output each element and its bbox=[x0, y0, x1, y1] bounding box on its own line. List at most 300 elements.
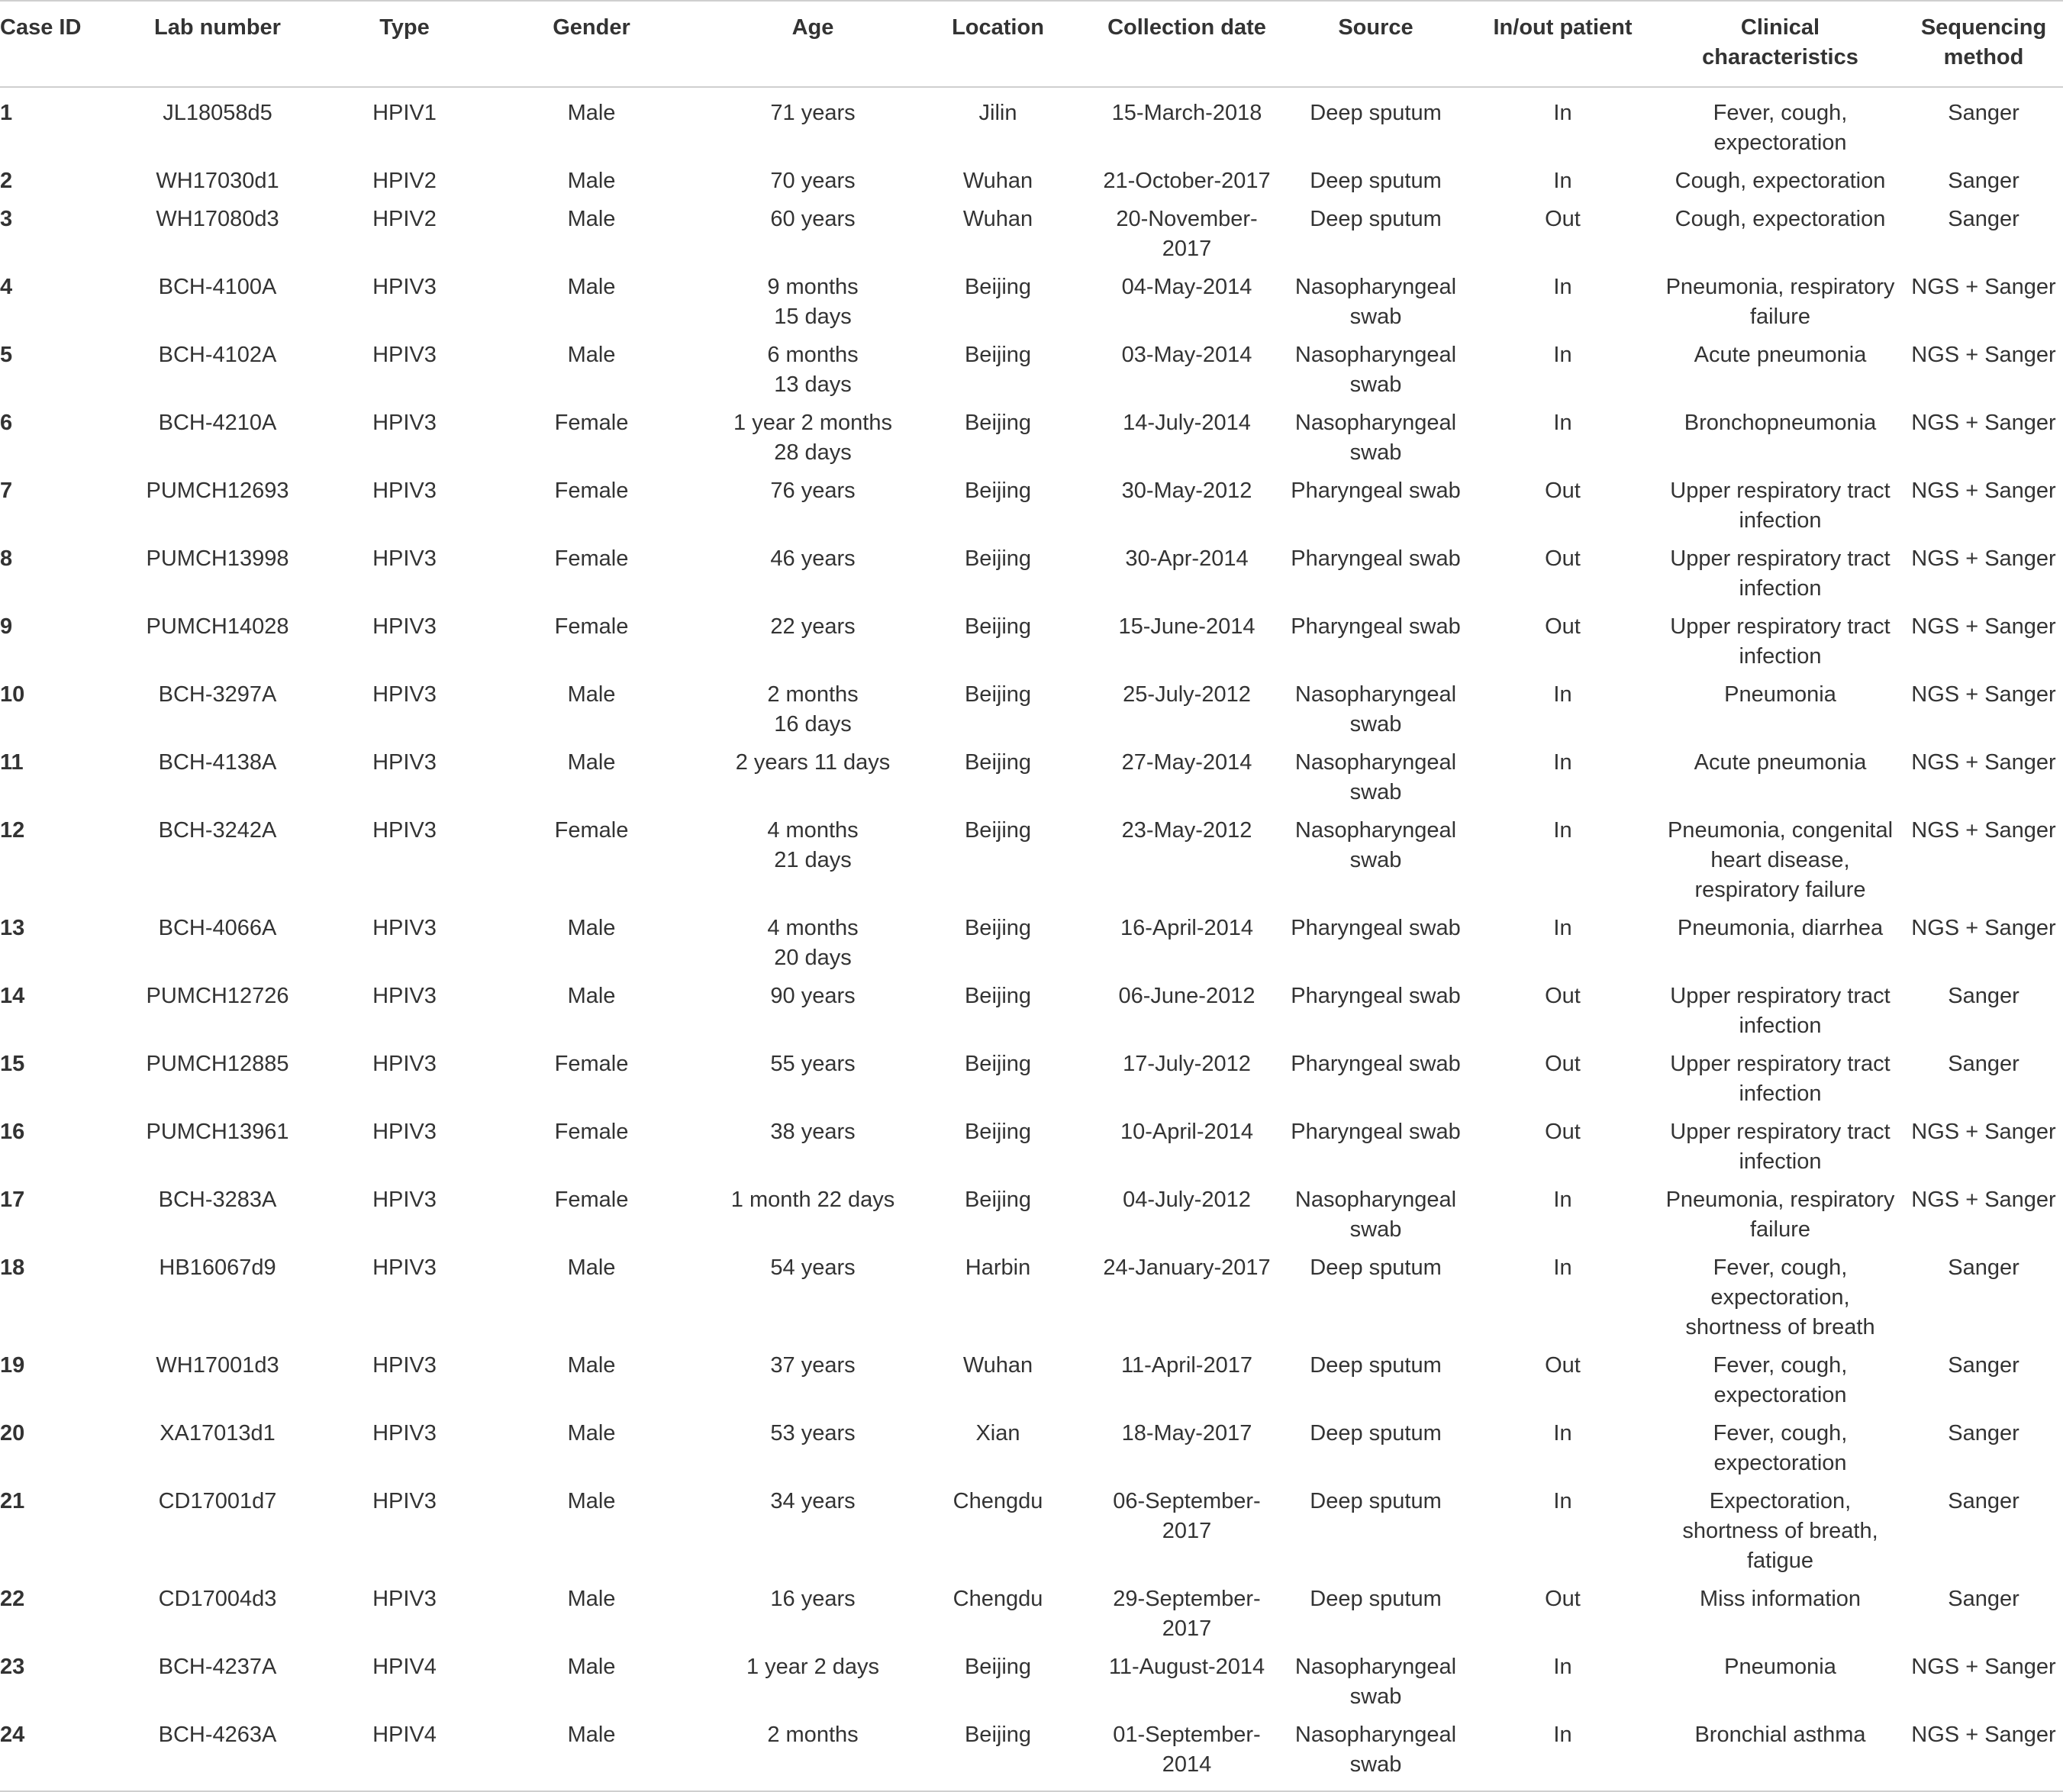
cell-in-out-patient: Out bbox=[1545, 207, 1581, 231]
cell-collection-date: 29-September- 2017 bbox=[1113, 1587, 1261, 1641]
cell-age: 60 years bbox=[770, 207, 856, 231]
cell-source: Pharyngeal swab bbox=[1291, 479, 1461, 503]
cell-age: 34 years bbox=[770, 1489, 856, 1513]
table-row bbox=[0, 544, 2063, 612]
cell-location: Jilin bbox=[978, 101, 1017, 125]
cell-location: Wuhan bbox=[962, 1353, 1033, 1378]
cell-location: Wuhan bbox=[962, 207, 1033, 231]
cell-in-out-patient: In bbox=[1553, 818, 1572, 843]
cell-location: Beijing bbox=[964, 275, 1032, 299]
table-row bbox=[0, 680, 2063, 748]
cell-source: Pharyngeal swab bbox=[1291, 984, 1461, 1008]
cell-age: 2 months 16 days bbox=[767, 682, 859, 736]
cell-location: Beijing bbox=[964, 546, 1032, 571]
cell-gender: Male bbox=[567, 101, 616, 125]
cell-clinical-characteristics: Miss information bbox=[1699, 1587, 1862, 1611]
cell-lab-number: PUMCH12885 bbox=[146, 1052, 289, 1076]
cell-source: Deep sputum bbox=[1310, 1421, 1442, 1446]
cell-clinical-characteristics: Upper respiratory tract infection bbox=[1670, 1052, 1891, 1106]
cell-case-id: 18 bbox=[0, 1255, 25, 1280]
cell-sequencing-method: NGS + Sanger bbox=[1911, 750, 2056, 775]
cell-gender: Male bbox=[567, 275, 616, 299]
cell-type: HPIV3 bbox=[372, 1587, 437, 1611]
cell-source: Deep sputum bbox=[1310, 1587, 1442, 1611]
cell-age: 54 years bbox=[770, 1255, 856, 1280]
cell-clinical-characteristics: Bronchial asthma bbox=[1656, 1720, 1904, 1791]
cell-case-id: 1 bbox=[0, 101, 13, 125]
cell-gender: Male bbox=[567, 984, 616, 1008]
cell-type: HPIV3 bbox=[372, 1120, 437, 1144]
table-row bbox=[0, 981, 2063, 1049]
cell-case-id: 15 bbox=[0, 1052, 25, 1076]
table-row bbox=[0, 87, 2063, 166]
cell-sequencing-method: Sanger bbox=[1948, 1489, 2019, 1513]
cell-sequencing-method: NGS + Sanger bbox=[1911, 1188, 2056, 1212]
table-row bbox=[0, 1487, 2063, 1584]
cell-case-id: 6 bbox=[0, 411, 13, 435]
cell-source: Nasopharyngeal swab bbox=[1294, 682, 1457, 736]
cell-clinical-characteristics: Fever, cough, expectoration bbox=[1713, 101, 1848, 155]
cell-sequencing-method: Sanger bbox=[1948, 101, 2019, 125]
cell-in-out-patient: In bbox=[1553, 169, 1572, 193]
cell-type: HPIV1 bbox=[372, 101, 437, 125]
cell-gender: Female bbox=[554, 1052, 629, 1076]
cell-in-out-patient: Out bbox=[1545, 1052, 1581, 1076]
cell-age: 55 years bbox=[770, 1052, 856, 1076]
cell-gender: Male bbox=[567, 1489, 616, 1513]
cell-lab-number: BCH-4138A bbox=[158, 750, 277, 775]
cell-source: Pharyngeal swab bbox=[1291, 546, 1461, 571]
cell-type: HPIV2 bbox=[372, 207, 437, 231]
cell-sequencing-method: Sanger bbox=[1948, 1587, 2019, 1611]
cell-type: HPIV3 bbox=[372, 1489, 437, 1513]
cell-source: Pharyngeal swab bbox=[1291, 614, 1461, 639]
table-row bbox=[0, 1584, 2063, 1652]
cell-case-id: 7 bbox=[0, 479, 13, 503]
cell-in-out-patient: In bbox=[1553, 275, 1572, 299]
cell-lab-number: BCH-4066A bbox=[158, 916, 277, 940]
table-row bbox=[0, 1253, 2063, 1351]
cell-gender: Male bbox=[567, 343, 616, 367]
cell-location: Beijing bbox=[964, 750, 1032, 775]
cell-in-out-patient: Out bbox=[1545, 614, 1581, 639]
cell-lab-number: WH17080d3 bbox=[156, 207, 279, 231]
cell-type: HPIV3 bbox=[372, 275, 437, 299]
cell-source: Deep sputum bbox=[1310, 207, 1442, 231]
cell-lab-number: PUMCH12726 bbox=[146, 984, 289, 1008]
cell-sequencing-method: NGS + Sanger bbox=[1911, 546, 2056, 571]
cell-lab-number: HB16067d9 bbox=[159, 1255, 276, 1280]
cell-gender: Female bbox=[554, 479, 629, 503]
cell-age: 9 months 15 days bbox=[767, 275, 859, 329]
cell-age: 1 month 22 days bbox=[730, 1188, 895, 1212]
cell-case-id: 22 bbox=[0, 1587, 25, 1611]
cell-in-out-patient: In bbox=[1553, 1421, 1572, 1446]
cell-in-out-patient: In bbox=[1553, 101, 1572, 125]
cell-case-id: 24 bbox=[0, 1720, 88, 1791]
cell-sequencing-method: Sanger bbox=[1948, 207, 2019, 231]
cell-type: HPIV3 bbox=[372, 1421, 437, 1446]
cell-sequencing-method: NGS + Sanger bbox=[1911, 614, 2056, 639]
cell-sequencing-method: NGS + Sanger bbox=[1911, 479, 2056, 503]
cell-gender: Female bbox=[554, 818, 629, 843]
cell-lab-number: WH17001d3 bbox=[156, 1353, 279, 1378]
cell-location: Chengdu bbox=[953, 1587, 1043, 1611]
cell-collection-date: 11-April-2017 bbox=[1121, 1353, 1252, 1378]
cell-lab-number: BCH-4237A bbox=[158, 1655, 277, 1679]
cell-case-id: 3 bbox=[0, 207, 13, 231]
cell-source: Nasopharyngeal swab bbox=[1294, 750, 1457, 804]
cell-age: 37 years bbox=[770, 1353, 856, 1378]
cell-age: 4 months 21 days bbox=[767, 818, 859, 872]
cell-collection-date: 16-April-2014 bbox=[1120, 916, 1254, 940]
column-header-sequencing-method: Sequencing method bbox=[1904, 1, 2063, 87]
cell-collection-date: 04-July-2012 bbox=[1123, 1188, 1251, 1212]
cell-clinical-characteristics: Fever, cough, expectoration, shortness of breath bbox=[1685, 1255, 1875, 1339]
cell-in-out-patient: In bbox=[1469, 1720, 1656, 1791]
cell-source: Pharyngeal swab bbox=[1291, 1120, 1461, 1144]
cell-gender: Male bbox=[567, 1421, 616, 1446]
cell-source: Pharyngeal swab bbox=[1291, 916, 1461, 940]
table-row bbox=[0, 748, 2063, 816]
cell-gender: Female bbox=[554, 546, 629, 571]
cell-clinical-characteristics: Bronchopneumonia bbox=[1684, 411, 1877, 435]
cell-case-id: 8 bbox=[0, 546, 13, 571]
table-row bbox=[0, 476, 2063, 544]
cell-age: 71 years bbox=[770, 101, 856, 125]
cell-collection-date: 03-May-2014 bbox=[1121, 343, 1252, 367]
cell-sequencing-method: Sanger bbox=[1948, 1052, 2019, 1076]
cell-location: Beijing bbox=[964, 479, 1032, 503]
column-header-clinical-characteristics: Clinical characteristics bbox=[1656, 1, 1904, 87]
cell-lab-number: PUMCH12693 bbox=[146, 479, 289, 503]
cell-age: 46 years bbox=[770, 546, 856, 571]
cell-case-id: 23 bbox=[0, 1655, 25, 1679]
cell-location: Beijing bbox=[964, 984, 1032, 1008]
cell-clinical-characteristics: Pneumonia, congenital heart disease, respiratory failure bbox=[1667, 818, 1894, 902]
cell-type: HPIV3 bbox=[372, 1255, 437, 1280]
cell-in-out-patient: In bbox=[1553, 750, 1572, 775]
cell-gender: Male bbox=[567, 750, 616, 775]
cell-case-id: 10 bbox=[0, 682, 25, 707]
cell-sequencing-method: Sanger bbox=[1948, 1353, 2019, 1378]
cell-clinical-characteristics: Upper respiratory tract infection bbox=[1670, 1120, 1891, 1174]
cell-collection-date: 21-October-2017 bbox=[1103, 169, 1271, 193]
cell-collection-date: 06-June-2012 bbox=[1118, 984, 1256, 1008]
cell-location: Beijing bbox=[964, 682, 1032, 707]
cell-age: 16 years bbox=[770, 1587, 856, 1611]
cell-case-id: 21 bbox=[0, 1489, 25, 1513]
cell-type: HPIV4 bbox=[372, 1655, 437, 1679]
cell-location: Chengdu bbox=[953, 1489, 1043, 1513]
table-header bbox=[0, 1, 2063, 87]
table-row bbox=[0, 1720, 2063, 1791]
cell-collection-date: 23-May-2012 bbox=[1121, 818, 1252, 843]
cell-gender: Male bbox=[567, 1353, 616, 1378]
cell-collection-date: 04-May-2014 bbox=[1121, 275, 1252, 299]
cell-source: Nasopharyngeal swab bbox=[1294, 818, 1457, 872]
table-row bbox=[0, 1117, 2063, 1185]
column-header-gender: Gender bbox=[462, 1, 721, 87]
table-row bbox=[0, 166, 2063, 205]
cell-clinical-characteristics: Pneumonia, respiratory failure bbox=[1665, 275, 1895, 329]
cell-case-id: 9 bbox=[0, 614, 13, 639]
cell-source: Nasopharyngeal swab bbox=[1282, 1720, 1469, 1791]
cell-collection-date: 11-August-2014 bbox=[1108, 1655, 1265, 1679]
cell-clinical-characteristics: Fever, cough, expectoration bbox=[1713, 1353, 1848, 1407]
table-row bbox=[0, 1652, 2063, 1720]
cell-age: 90 years bbox=[770, 984, 856, 1008]
cell-collection-date: 25-July-2012 bbox=[1123, 682, 1251, 707]
cell-gender: Male bbox=[567, 1655, 616, 1679]
cell-collection-date: 15-June-2014 bbox=[1118, 614, 1256, 639]
cell-in-out-patient: Out bbox=[1545, 1120, 1581, 1144]
cell-source: Deep sputum bbox=[1310, 1489, 1442, 1513]
cell-in-out-patient: In bbox=[1553, 916, 1572, 940]
cell-in-out-patient: Out bbox=[1545, 984, 1581, 1008]
cell-location: Beijing bbox=[904, 1720, 1091, 1791]
table-row bbox=[0, 340, 2063, 408]
cell-collection-date: 15-March-2018 bbox=[1111, 101, 1262, 125]
cell-source: Nasopharyngeal swab bbox=[1294, 411, 1457, 465]
cell-age: 76 years bbox=[770, 479, 856, 503]
cell-sequencing-method: NGS + Sanger bbox=[1911, 916, 2056, 940]
cell-gender: Female bbox=[554, 614, 629, 639]
cell-case-id: 13 bbox=[0, 916, 25, 940]
column-header-age: Age bbox=[721, 1, 904, 87]
cell-collection-date: 17-July-2012 bbox=[1123, 1052, 1251, 1076]
cell-sequencing-method: NGS + Sanger bbox=[1911, 411, 2056, 435]
column-header-source: Source bbox=[1282, 1, 1469, 87]
cell-source: Deep sputum bbox=[1310, 169, 1442, 193]
cell-gender: Male bbox=[462, 1720, 721, 1791]
cell-clinical-characteristics: Upper respiratory tract infection bbox=[1670, 614, 1891, 669]
cell-type: HPIV3 bbox=[372, 614, 437, 639]
cell-clinical-characteristics: Cough, expectoration bbox=[1675, 169, 1886, 193]
cell-in-out-patient: Out bbox=[1545, 1587, 1581, 1611]
cell-sequencing-method: NGS + Sanger bbox=[1911, 343, 2056, 367]
cell-in-out-patient: In bbox=[1553, 1655, 1572, 1679]
cell-gender: Male bbox=[567, 207, 616, 231]
cell-lab-number: BCH-4263A bbox=[88, 1720, 347, 1791]
cell-collection-date: 20-November- 2017 bbox=[1116, 207, 1258, 261]
cell-source: Deep sputum bbox=[1310, 101, 1442, 125]
cell-in-out-patient: Out bbox=[1545, 479, 1581, 503]
cell-clinical-characteristics: Cough, expectoration bbox=[1675, 207, 1886, 231]
cell-location: Beijing bbox=[964, 614, 1032, 639]
cell-location: Beijing bbox=[964, 916, 1032, 940]
cell-location: Xian bbox=[975, 1421, 1020, 1446]
cell-lab-number: PUMCH13998 bbox=[146, 546, 289, 571]
table-row bbox=[0, 914, 2063, 981]
cell-in-out-patient: In bbox=[1553, 343, 1572, 367]
cell-source: Deep sputum bbox=[1310, 1353, 1442, 1378]
cell-type: HPIV3 bbox=[372, 479, 437, 503]
cell-sequencing-method: NGS + Sanger bbox=[1911, 1655, 2056, 1679]
cell-case-id: 16 bbox=[0, 1120, 25, 1144]
cell-in-out-patient: Out bbox=[1545, 1353, 1581, 1378]
cell-clinical-characteristics: Acute pneumonia bbox=[1694, 343, 1867, 367]
cell-sequencing-method: NGS + Sanger bbox=[1911, 1120, 2056, 1144]
cell-clinical-characteristics: Fever, cough, expectoration bbox=[1713, 1421, 1848, 1475]
cell-case-id: 14 bbox=[0, 984, 25, 1008]
cell-gender: Male bbox=[567, 1587, 616, 1611]
cell-age: 1 year 2 months 28 days bbox=[733, 411, 892, 465]
cell-location: Beijing bbox=[964, 343, 1032, 367]
cell-case-id: 4 bbox=[0, 275, 13, 299]
table-row bbox=[0, 1419, 2063, 1487]
cell-case-id: 5 bbox=[0, 343, 13, 367]
cell-collection-date: 27-May-2014 bbox=[1121, 750, 1252, 775]
cell-lab-number: BCH-3297A bbox=[158, 682, 277, 707]
cell-type: HPIV3 bbox=[372, 411, 437, 435]
cell-clinical-characteristics: Acute pneumonia bbox=[1694, 750, 1867, 775]
table-row bbox=[0, 816, 2063, 914]
cell-location: Beijing bbox=[964, 411, 1032, 435]
header-row bbox=[0, 1, 2063, 87]
cell-clinical-characteristics: Expectoration, shortness of breath, fatigue bbox=[1682, 1489, 1878, 1573]
table-row bbox=[0, 1049, 2063, 1117]
cell-location: Wuhan bbox=[962, 169, 1033, 193]
cell-location: Beijing bbox=[964, 1655, 1032, 1679]
cell-age: 2 years 11 days bbox=[735, 750, 891, 775]
cell-location: Beijing bbox=[964, 818, 1032, 843]
cell-sequencing-method: NGS + Sanger bbox=[1911, 275, 2056, 299]
cell-type: HPIV3 bbox=[372, 916, 437, 940]
cell-in-out-patient: In bbox=[1553, 1255, 1572, 1280]
table-row bbox=[0, 1185, 2063, 1253]
cell-lab-number: CD17004d3 bbox=[158, 1587, 277, 1611]
cell-lab-number: PUMCH13961 bbox=[146, 1120, 289, 1144]
cell-type: HPIV3 bbox=[372, 750, 437, 775]
cell-age: 70 years bbox=[770, 169, 856, 193]
cell-source: Nasopharyngeal swab bbox=[1294, 1655, 1457, 1709]
cell-lab-number: XA17013d1 bbox=[160, 1421, 276, 1446]
cell-gender: Female bbox=[554, 411, 629, 435]
table-row bbox=[0, 272, 2063, 340]
cell-in-out-patient: In bbox=[1553, 411, 1572, 435]
cell-source: Nasopharyngeal swab bbox=[1294, 275, 1457, 329]
cell-type: HPIV3 bbox=[372, 343, 437, 367]
cell-source: Nasopharyngeal swab bbox=[1294, 1188, 1457, 1242]
cell-source: Nasopharyngeal swab bbox=[1294, 343, 1457, 397]
cell-type: HPIV3 bbox=[372, 1353, 437, 1378]
cell-type: HPIV3 bbox=[372, 546, 437, 571]
cell-age: 38 years bbox=[770, 1120, 856, 1144]
cell-type: HPIV3 bbox=[372, 1188, 437, 1212]
cell-in-out-patient: In bbox=[1553, 1188, 1572, 1212]
column-header-case-id: Case ID bbox=[0, 1, 88, 87]
cell-location: Beijing bbox=[964, 1052, 1032, 1076]
cell-case-id: 20 bbox=[0, 1421, 25, 1446]
cell-type: HPIV2 bbox=[372, 169, 437, 193]
cell-gender: Female bbox=[554, 1188, 629, 1212]
cell-location: Beijing bbox=[964, 1120, 1032, 1144]
cell-type: HPIV3 bbox=[372, 682, 437, 707]
cell-lab-number: WH17030d1 bbox=[156, 169, 279, 193]
cell-type: HPIV3 bbox=[372, 818, 437, 843]
cell-age: 53 years bbox=[770, 1421, 856, 1446]
cell-gender: Male bbox=[567, 682, 616, 707]
cell-age: 6 months 13 days bbox=[767, 343, 859, 397]
column-header-lab-number: Lab number bbox=[88, 1, 347, 87]
cell-type: HPIV3 bbox=[372, 1052, 437, 1076]
cell-lab-number: BCH-3242A bbox=[158, 818, 277, 843]
cell-collection-date: 14-July-2014 bbox=[1123, 411, 1251, 435]
cell-sequencing-method: NGS + Sanger bbox=[1904, 1720, 2063, 1791]
cell-gender: Female bbox=[554, 1120, 629, 1144]
cell-case-id: 17 bbox=[0, 1188, 25, 1212]
cell-case-id: 12 bbox=[0, 818, 25, 843]
column-header-location: Location bbox=[904, 1, 1091, 87]
cell-lab-number: BCH-4102A bbox=[158, 343, 277, 367]
cell-age: 2 months bbox=[721, 1720, 904, 1791]
cell-in-out-patient: In bbox=[1553, 682, 1572, 707]
cell-case-id: 2 bbox=[0, 169, 13, 193]
table-row bbox=[0, 205, 2063, 272]
cell-clinical-characteristics: Pneumonia, diarrhea bbox=[1677, 916, 1884, 940]
cell-source: Deep sputum bbox=[1310, 1255, 1442, 1280]
cell-lab-number: BCH-4210A bbox=[158, 411, 277, 435]
cell-clinical-characteristics: Pneumonia bbox=[1724, 682, 1836, 707]
cell-lab-number: BCH-4100A bbox=[158, 275, 277, 299]
table-row bbox=[0, 612, 2063, 680]
cell-lab-number: BCH-3283A bbox=[158, 1188, 277, 1212]
cell-gender: Male bbox=[567, 916, 616, 940]
cell-lab-number: CD17001d7 bbox=[158, 1489, 277, 1513]
table-row bbox=[0, 1351, 2063, 1419]
cell-type: HPIV3 bbox=[372, 984, 437, 1008]
cell-lab-number: JL18058d5 bbox=[163, 101, 272, 125]
cell-collection-date: 01-September- 2014 bbox=[1091, 1720, 1282, 1791]
cell-sequencing-method: Sanger bbox=[1948, 1255, 2019, 1280]
cell-lab-number: PUMCH14028 bbox=[146, 614, 289, 639]
cell-sequencing-method: Sanger bbox=[1948, 169, 2019, 193]
cell-collection-date: 30-Apr-2014 bbox=[1125, 546, 1249, 571]
cell-sequencing-method: NGS + Sanger bbox=[1911, 818, 2056, 843]
cell-gender: Male bbox=[567, 169, 616, 193]
cell-collection-date: 06-September- 2017 bbox=[1113, 1489, 1261, 1543]
cell-collection-date: 24-January-2017 bbox=[1103, 1255, 1271, 1280]
cell-clinical-characteristics: Pneumonia bbox=[1724, 1655, 1836, 1679]
column-header-collection-date: Collection date bbox=[1091, 1, 1282, 87]
cell-gender: Male bbox=[567, 1255, 616, 1280]
cell-collection-date: 10-April-2014 bbox=[1120, 1120, 1254, 1144]
cell-type: HPIV4 bbox=[347, 1720, 462, 1791]
cell-clinical-characteristics: Upper respiratory tract infection bbox=[1670, 546, 1891, 601]
cell-clinical-characteristics: Pneumonia, respiratory failure bbox=[1665, 1188, 1895, 1242]
table-body bbox=[0, 87, 2063, 1791]
cell-case-id: 11 bbox=[0, 750, 24, 775]
cell-sequencing-method: NGS + Sanger bbox=[1911, 682, 2056, 707]
column-header-type: Type bbox=[347, 1, 462, 87]
cell-source: Pharyngeal swab bbox=[1291, 1052, 1461, 1076]
cell-age: 4 months 20 days bbox=[767, 916, 859, 970]
cell-case-id: 19 bbox=[0, 1353, 25, 1378]
cell-sequencing-method: Sanger bbox=[1948, 984, 2019, 1008]
cell-clinical-characteristics: Upper respiratory tract infection bbox=[1670, 479, 1891, 533]
cell-collection-date: 30-May-2012 bbox=[1121, 479, 1252, 503]
cell-age: 1 year 2 days bbox=[746, 1655, 880, 1679]
cell-age: 22 years bbox=[770, 614, 856, 639]
cell-location: Beijing bbox=[964, 1188, 1032, 1212]
cell-collection-date: 18-May-2017 bbox=[1121, 1421, 1252, 1446]
cell-in-out-patient: Out bbox=[1545, 546, 1581, 571]
table-row bbox=[0, 408, 2063, 476]
cell-in-out-patient: In bbox=[1553, 1489, 1572, 1513]
column-header-in-out-patient: In/out patient bbox=[1469, 1, 1656, 87]
cell-sequencing-method: Sanger bbox=[1948, 1421, 2019, 1446]
